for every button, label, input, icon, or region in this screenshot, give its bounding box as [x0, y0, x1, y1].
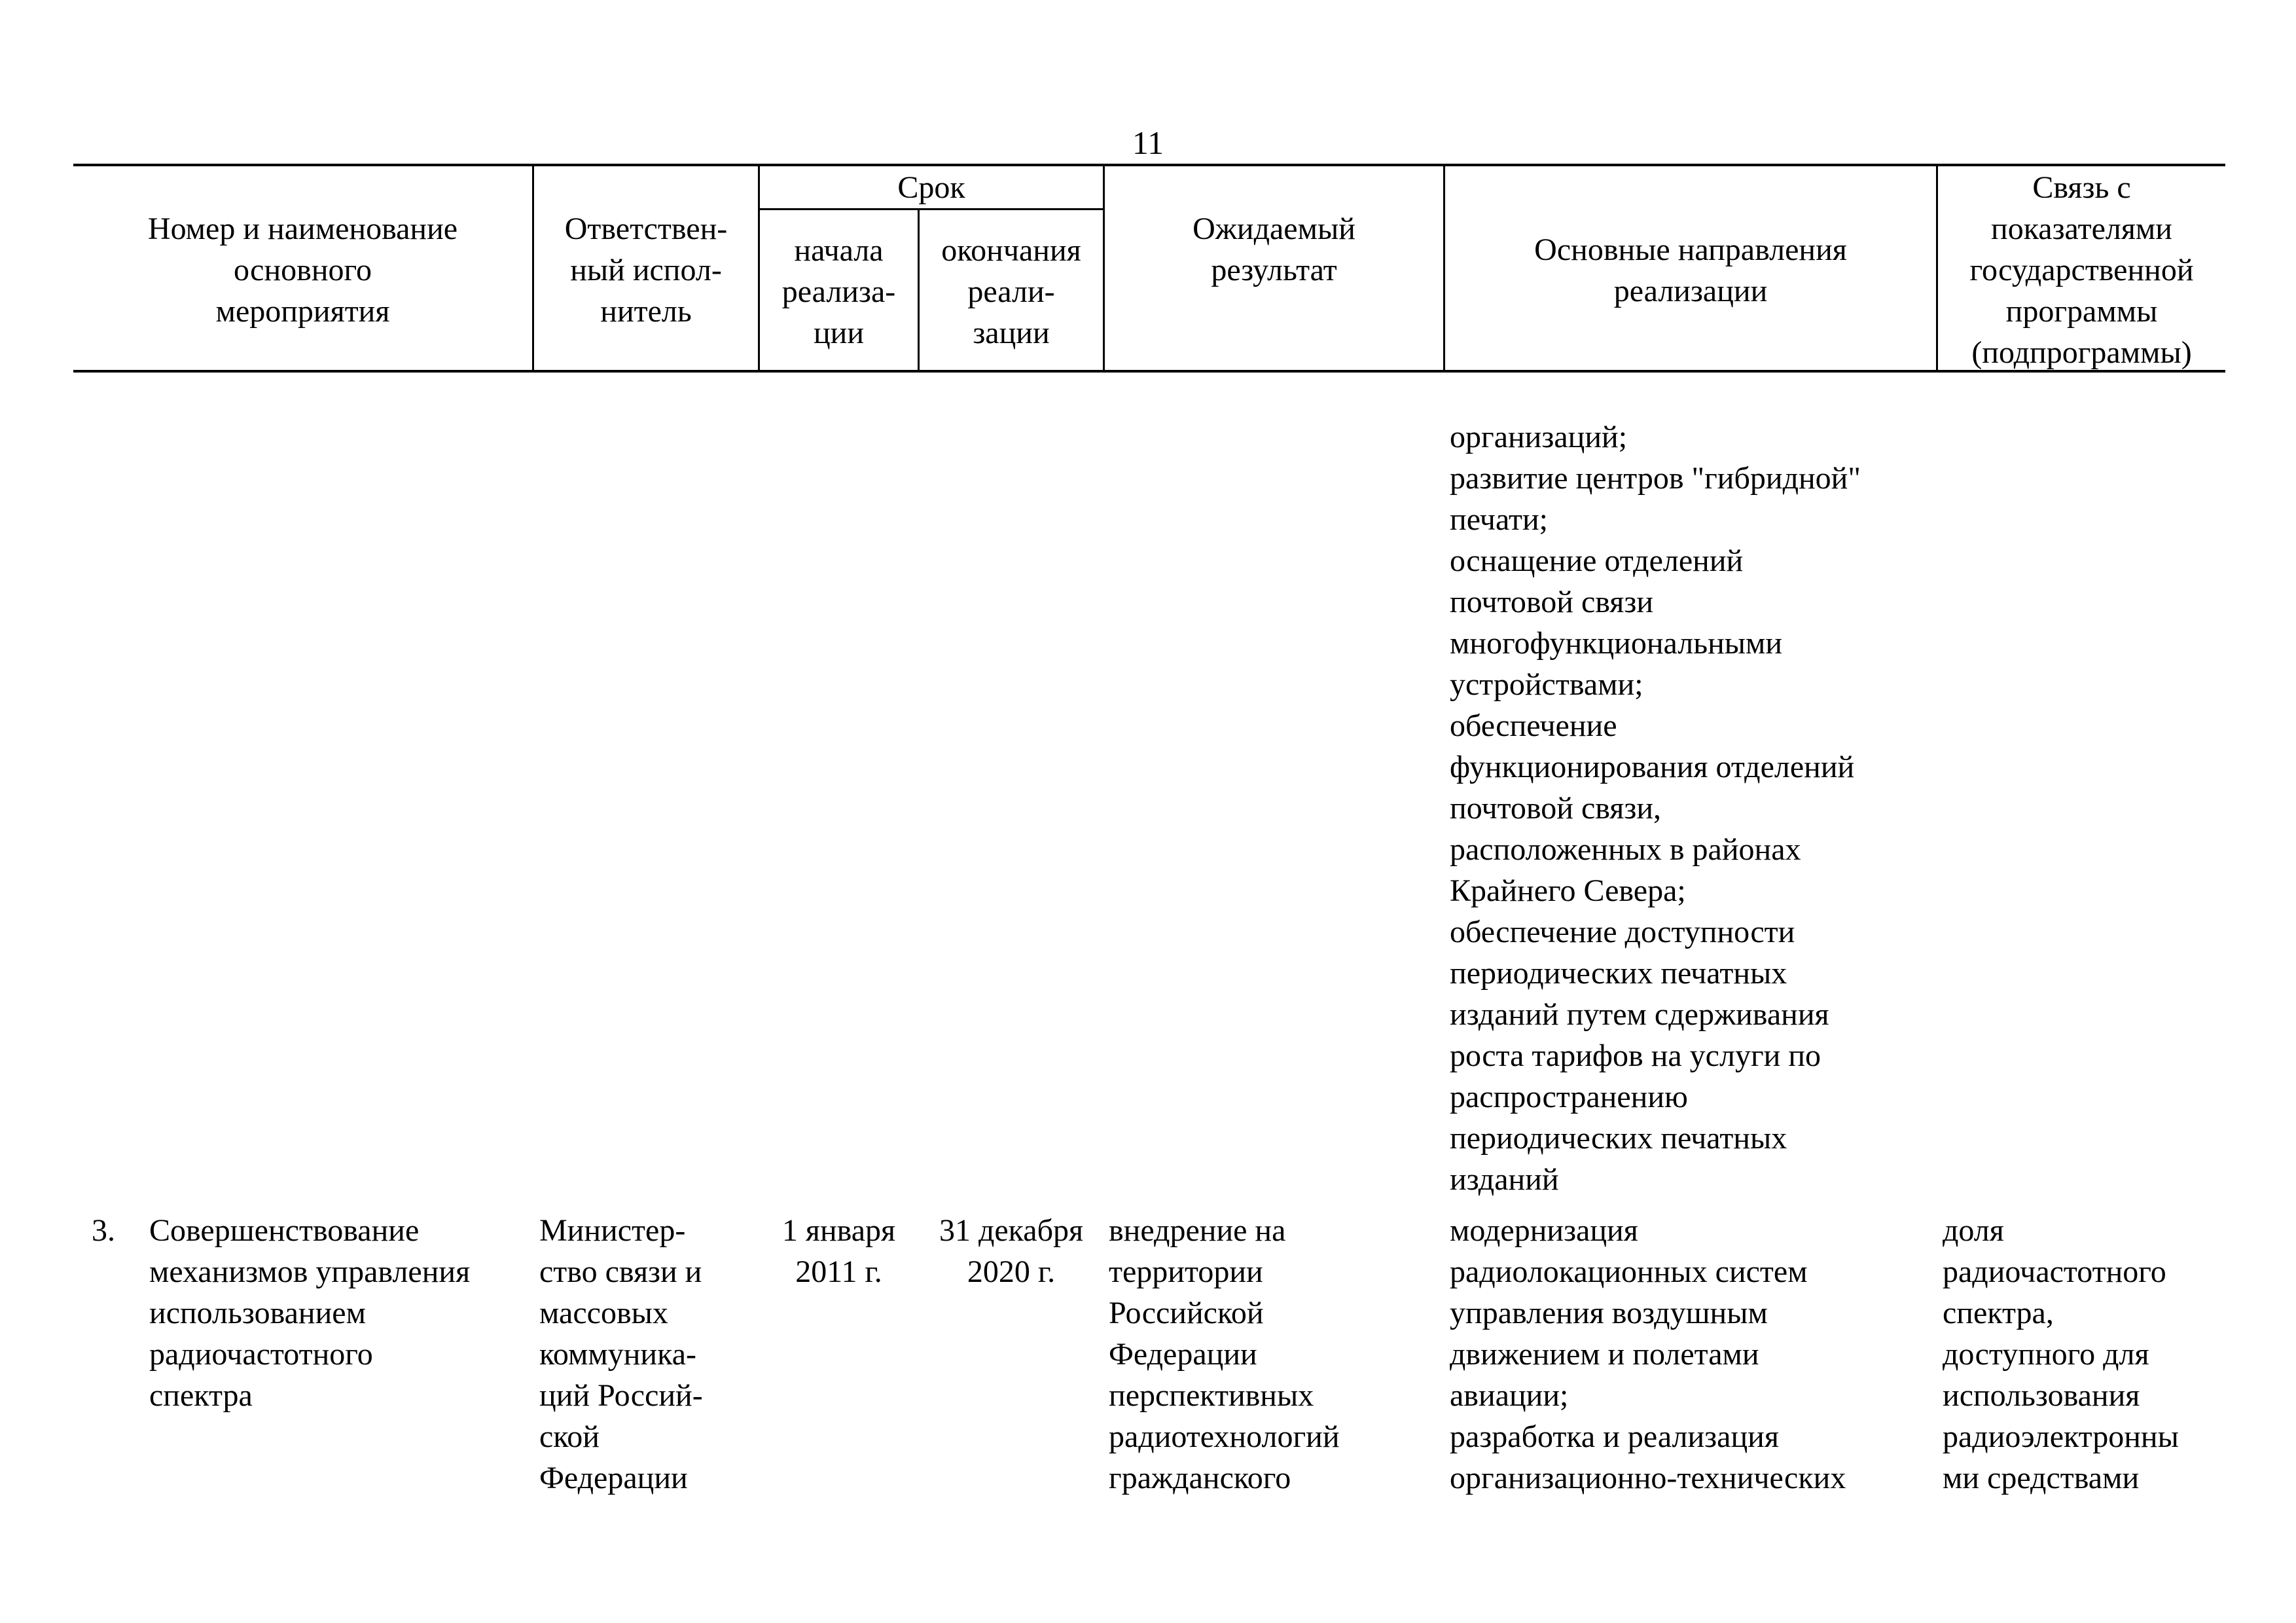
continuation-directions: организаций; развитие центров "гибридной" печати; оснащение отделений почтовой связи многофункциональными устройствами; обеспечение функционирования отделений почтовой связи, расположенных в районах Крайнего Севера; обеспечение доступности периодических печатных изданий путем сдерживания роста тарифов на услуги по распространению периодических печатных изданий — [1450, 420, 1861, 1197]
row3-directions: модернизация радиолокационных систем управления воздушным движением и полетами авиации; разработка и реализация организационно-технических — [1450, 1213, 1846, 1495]
header-col-term: Срок — [897, 170, 965, 205]
row3-result: внедрение на территории Российской Федерации перспективных радиотехнологий гражданского — [1109, 1213, 1340, 1495]
table-top-border — [73, 164, 2225, 166]
row3-start: 1 января 2011 г. — [781, 1213, 896, 1289]
header-bottom-border — [73, 370, 2225, 373]
header-col-executor: Ответствен- ный испол- нитель — [564, 211, 728, 329]
header-col-start: начала реализа- ции — [781, 233, 896, 350]
header-col-end: окончания реали- зации — [941, 233, 1081, 350]
page-number: 11 — [1132, 124, 1164, 161]
row3-link: доля радиочастотного спектра, доступного для использования радиоэлектронны ми средствами — [1943, 1213, 2179, 1495]
header-col-result: Ожидаемый результат — [1193, 211, 1355, 287]
header-col-name: Номер и наименование основного мероприятия — [147, 211, 458, 329]
row3-executor: Министер- ство связи и массовых коммуника- ций Россий- ской Федерации — [539, 1213, 703, 1495]
row3-end: 31 декабря 2020 г. — [939, 1213, 1084, 1289]
row3-number: 3. — [92, 1213, 115, 1248]
header-col-link: Связь с показателями государственной программы (подпрограммы) — [1969, 170, 2194, 370]
term-subheader-border — [759, 208, 1103, 210]
row3-name: Совершенствование механизмов управления использованием радиочастотного спектра — [149, 1213, 471, 1413]
header-col-directions: Основные направления реализации — [1534, 232, 1847, 308]
